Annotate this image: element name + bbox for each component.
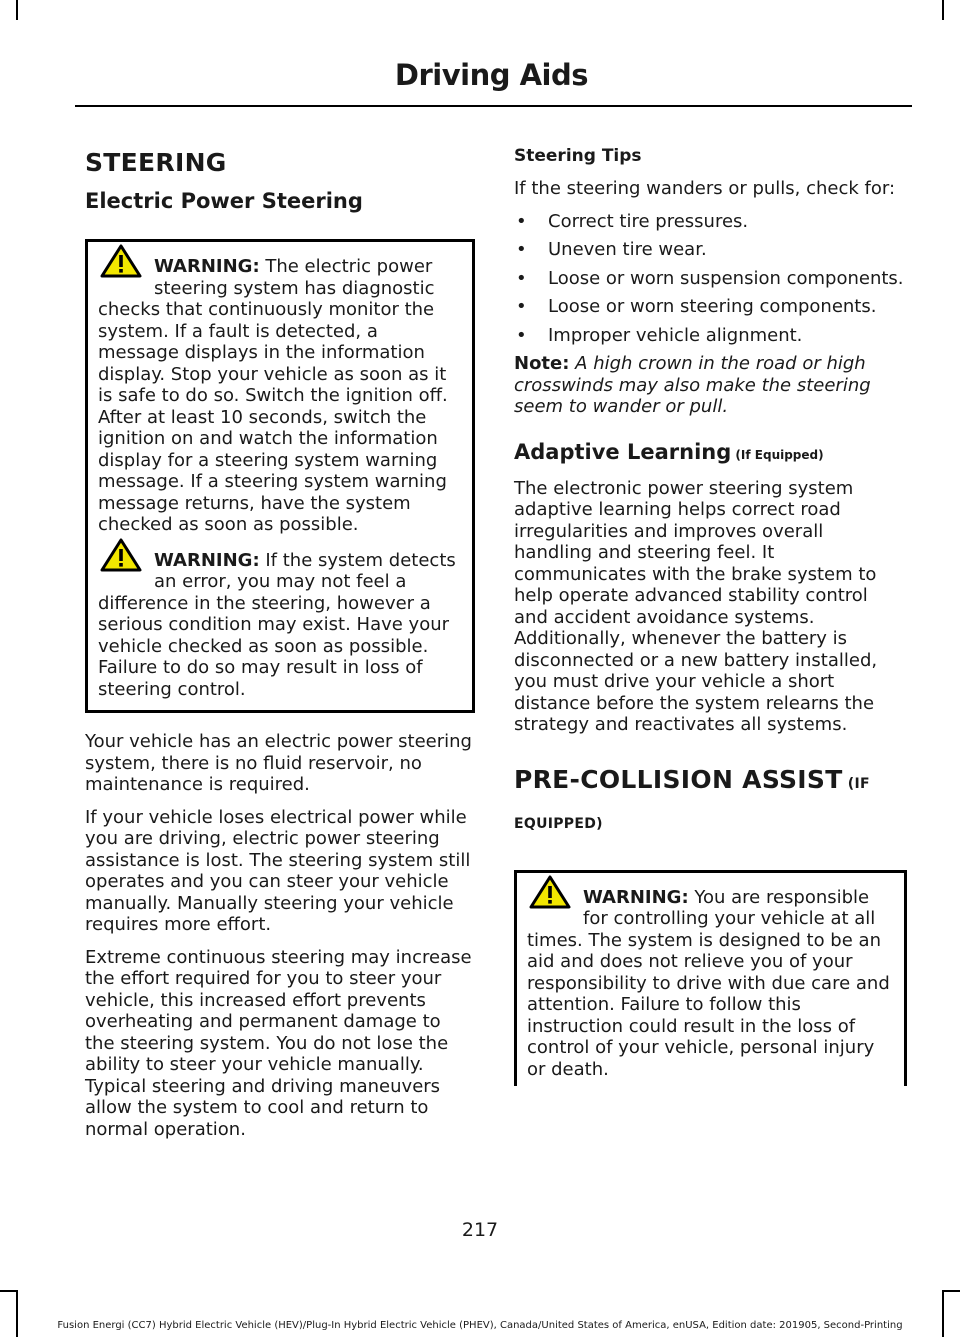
warning-text: If the system detects an error, you may not feel a difference in the steering, however a serious condition may exist. Have your vehicle checked as soon as possible. Failure to do so may result in loss of steering control. [98, 549, 456, 700]
if-equipped-suffix: (If Equipped) [731, 447, 824, 462]
steering-tips-intro: If the steering wanders or pulls, check for: [514, 178, 896, 199]
steering-tips-title: Steering Tips [514, 146, 642, 166]
if-equipped-suffix: (IF EQUIPPED) [514, 775, 870, 832]
section-title-pre-collision: PRE-COLLISION ASSIST (IF EQUIPPED) [514, 764, 870, 832]
adaptive-learning-title: Adaptive Learning (If Equipped) [514, 439, 824, 464]
paragraph: Your vehicle has an electric power steering system, there is no fluid reservoir, no maintenance is required. [85, 731, 472, 795]
paragraph: Extreme continuous steering may increase the effort required for you to steer your vehicle, this increased effort prevents overheating and permanent damage to the steering system. You do not lose the ability to steer your vehicle manually. Typical steering and driving maneuvers allow the system to cool and return to normal operation. [85, 946, 472, 1140]
crop-mark-top-right [942, 0, 944, 20]
list-item: • Uneven tire wear. [516, 239, 707, 260]
page-header-title: Driving Aids [394, 58, 588, 92]
bullet: • [516, 267, 527, 289]
header-rule [75, 105, 912, 107]
crop-mark-top-left [16, 0, 18, 20]
warning-triangle-icon [100, 244, 142, 278]
note-label: Note: [514, 353, 570, 374]
bullet: • [516, 324, 527, 346]
note [514, 353, 907, 418]
warning-triangle-icon [529, 875, 571, 909]
list-item: • Correct tire pressures. [516, 210, 749, 232]
adaptive-learning-text: The electronic power steering system adaptive learning helps correct road irregularities and improves overall handling and steering feel. It communicates with the brake system to help operate advanced stability control and accident avoidance systems. Additionally, whenever the battery is disconnected or a new battery installed, you must drive your vehicle a short distance before the system relearns the strategy and reactivates all systems. [514, 477, 878, 735]
bullet: • [516, 239, 527, 260]
section-title-steering: STEERING [85, 148, 227, 177]
warning-text: The electric power steering system has diagnostic checks that continuously monitor the system. If a fault is detected, a message displays in the information display. Stop your vehicle as soon as it is safe to do so. Switch the ignition off. After at least 10 seconds, switch the ignition on and watch the information display for a steering system warning message. If a steering system warning message returns, have the system checked as soon as possible. [98, 256, 448, 535]
list-item: • Loose or worn suspension components. [516, 267, 904, 289]
crop-mark-bottom-left-h [0, 1290, 18, 1292]
warning-text: You are responsible for controlling your vehicle at all times. The system is designed to be an aid and does not relieve you of your responsibility to drive with due care and attention. Failure to follow this instruction could result in the loss of control of your vehicle, personal injury or death. [527, 886, 890, 1080]
warning-box-steering [85, 239, 475, 713]
bullet: • [516, 296, 527, 317]
paragraph: If your vehicle loses electrical power while you are driving, electric power steering assistance is lost. The steering system still operates and you can steer your vehicle manually. Manually steering your vehicle requires more effort. [85, 806, 471, 935]
subsection-title-eps: Electric Power Steering [85, 189, 363, 213]
warning-box-pre-collision [514, 870, 907, 1087]
footer-edition-text: Fusion Energi (CC7) Hybrid Electric Vehicle (HEV)/Plug-In Hybrid Electric Vehicle (PHEV), Canada/United States of America, enUSA, Edition date: 201905, Second-Printing [57, 1320, 903, 1331]
warning-item [527, 887, 896, 1081]
list-item: • Improper vehicle alignment. [516, 324, 803, 346]
right-column [514, 146, 907, 1104]
warning-item [98, 550, 464, 701]
warning-triangle-icon [100, 538, 142, 572]
warning-label: WARNING: [154, 549, 260, 571]
list-item: • Loose or worn steering components. [516, 296, 877, 317]
warning-label: WARNING: [154, 256, 260, 277]
note-text: A high crown in the road or high crosswinds may also make the steering seem to wander or pull. [514, 353, 871, 417]
warning-label: WARNING: [583, 886, 689, 908]
crop-mark-bottom-right-h [942, 1290, 960, 1292]
steering-tips-list [514, 211, 907, 347]
page-number: 217 [461, 1219, 499, 1241]
bullet: • [516, 210, 527, 232]
warning-item [98, 256, 464, 536]
left-column [85, 140, 475, 1151]
